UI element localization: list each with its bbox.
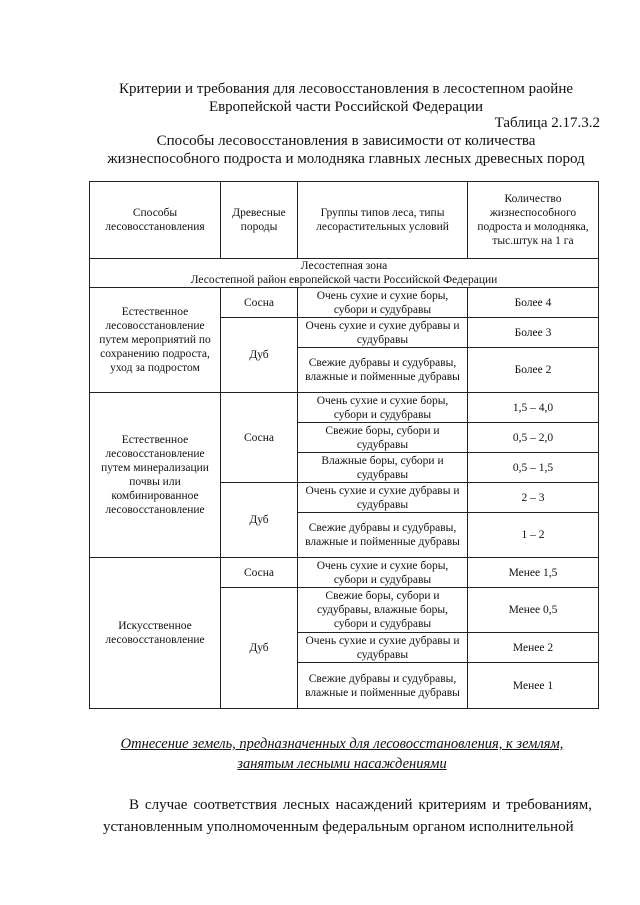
table-row [90, 558, 599, 588]
quantity-cell: Менее 1 [468, 663, 599, 709]
zone-row [90, 259, 599, 288]
forest-type-cell: Очень сухие и сухие дубравы и судубравы [298, 318, 468, 348]
header-cell-forest-type: Группы типов леса, типы лесорастительных условий [298, 182, 468, 259]
forest-type-cell: Свежие боры, субори и судубравы, влажные боры, субори и судубравы [298, 588, 468, 633]
quantity-cell: 0,5 – 1,5 [468, 453, 599, 483]
species-cell: Дуб [221, 588, 298, 709]
forest-type-cell: Очень сухие и сухие боры, субори и судубравы [298, 288, 468, 318]
section-heading: Отнесение земель, предназначенных для лесовосстановления, к землям, занятым лесными насаждениями [120, 736, 564, 772]
zone-subtitle: Лесостепной район европейской части Российской Федерации [190, 274, 498, 286]
forest-type-cell: Влажные боры, субори и судубравы [298, 453, 468, 483]
quantity-cell: Менее 1,5 [468, 558, 599, 588]
forest-type-cell: Очень сухие и сухие дубравы и судубравы [298, 483, 468, 513]
title-line-2: Европейской части Российской Федерации [208, 99, 484, 115]
header-cell-quantity: Количество жизнеспособного подроста и молодняка, тыс.штук на 1 га [468, 182, 599, 259]
species-cell: Дуб [221, 318, 298, 393]
quantity-cell: Более 3 [468, 318, 599, 348]
reforestation-table [89, 181, 599, 709]
table-title-line-2: жизнеспособного подроста и молодняка главных лесных древесных пород [107, 151, 585, 167]
forest-type-cell: Очень сухие и сухие боры, субори и судубравы [298, 393, 468, 423]
species-cell: Сосна [221, 288, 298, 318]
species-cell: Дуб [221, 483, 298, 558]
table-title-line-1: Способы лесовосстановления в зависимости от количества [156, 133, 536, 149]
quantity-cell: 1 – 2 [468, 513, 599, 558]
table-header-row [90, 182, 599, 259]
body-paragraph: В случае соответствия лесных насаждений критериям и требованиям, установленным уполномоченным федеральным органом исполнительной [103, 797, 592, 835]
table-title [90, 132, 602, 168]
table-row [90, 393, 599, 423]
quantity-cell: Более 2 [468, 348, 599, 393]
quantity-cell: 0,5 – 2,0 [468, 423, 599, 453]
quantity-cell: Менее 2 [468, 633, 599, 663]
document-title [90, 80, 602, 116]
forest-type-cell: Очень сухие и сухие дубравы и судубравы [298, 633, 468, 663]
table-row [90, 288, 599, 318]
forest-type-cell: Очень сухие и сухие боры, субори и судубравы [298, 558, 468, 588]
header-cell-species: Древесные породы [221, 182, 298, 259]
forest-type-cell: Свежие боры, субори и судубравы [298, 423, 468, 453]
title-line-1: Критерии и требования для лесовосстановления в лесостепном раойне [119, 81, 573, 97]
forest-type-cell: Свежие дубравы и судубравы, влажные и пойменные дубравы [298, 663, 468, 709]
quantity-cell: Более 4 [468, 288, 599, 318]
quantity-cell: Менее 0,5 [468, 588, 599, 633]
method-cell: Искусственное лесовосстановление [90, 558, 221, 709]
header-cell-method: Способы лесовосстановления [90, 182, 221, 259]
species-cell: Сосна [221, 393, 298, 483]
quantity-cell: 1,5 – 4,0 [468, 393, 599, 423]
quantity-cell: 2 – 3 [468, 483, 599, 513]
zone-title: Лесостепная зона [300, 260, 388, 272]
species-cell: Сосна [221, 558, 298, 588]
forest-type-cell: Свежие дубравы и судубравы, влажные и пойменные дубравы [298, 348, 468, 393]
method-cell: Естественное лесовосстановление путем мероприятий по сохранению подроста, уход за подростом [90, 288, 221, 393]
method-cell: Естественное лесовосстановление путем минерализации почвы или комбинированное лесовосстановление [90, 393, 221, 558]
zone-cell [90, 259, 599, 288]
forest-type-cell: Свежие дубравы и судубравы, влажные и пойменные дубравы [298, 513, 468, 558]
table-number: Таблица 2.17.3.2 [494, 115, 600, 131]
